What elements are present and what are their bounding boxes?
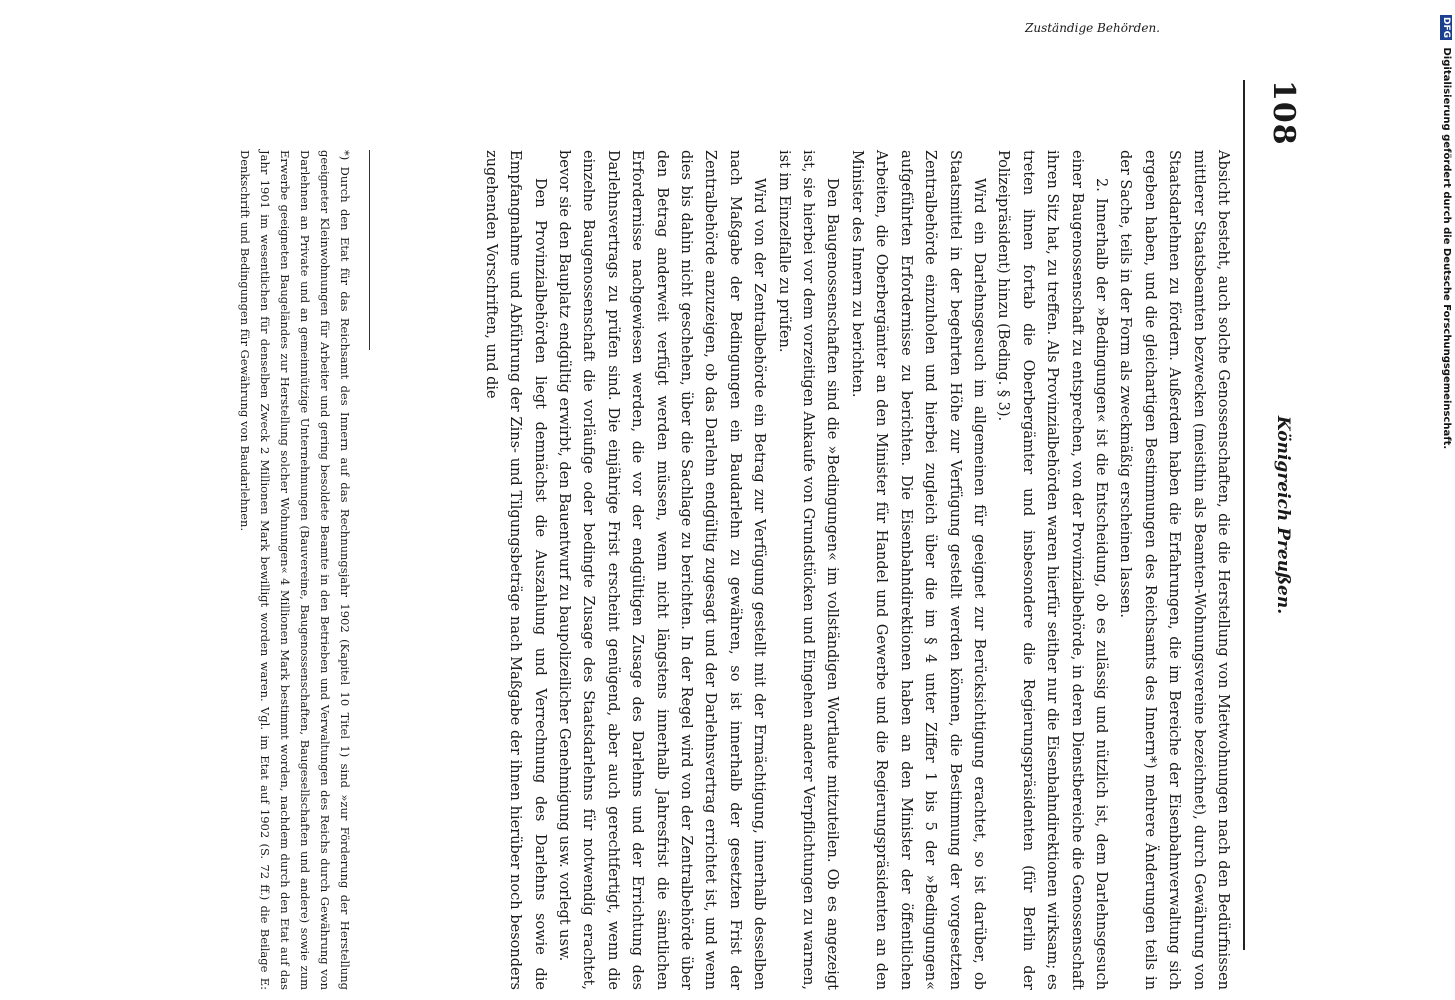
page-number: 108 bbox=[1266, 80, 1301, 146]
paragraph: Wird ein Darlehnsgesuch im allgemeinen für geeignet zur Berücksichtigung erachtet, so ist darüber, ob Staatsmittel in der begehrten Höhe zur Verfügung gestellt werden können, die Bestimmung der vorgesetzten Zentralbehörde einzuholen und hierbei zugleich über die im § 4 unter Ziffer 1 bis 5 der »Bedingungen« aufgeführten Erfordernisse zu berichten. Die Eisenbahndirektionen haben an den Minister der öffentlichen Arbeiten, die Oberbergämter an den Minister für Handel und Gewerbe und die Regierungspräsidenten an den Minister des Innern zu berichten. bbox=[848, 150, 987, 990]
body-text bbox=[478, 150, 1235, 990]
dfg-logo: DFG bbox=[1441, 17, 1451, 39]
running-title: Königreich Preußen. bbox=[1273, 415, 1293, 615]
footnote: *) Durch den Etat für das Reichsamt des Innern auf das Rechnungsjahr 1902 (Kapitel 10 Titel 1) sind »zur Förderung der Herstellung geeigneter Kleinwohnungen für Arbeiter und gering besoldete Beamte in den Betrieben und Verwaltungen des Reichs durch Gewährung von Darlehnen an Private und an gemeinnützige Unternehmungen (Bauvereine, Baugenossenschaften, Baugesellschaften und andere) sowie zum Erwerbe geeigneten Baugeländes zur Herstellung solcher Wohnungen« 4 Millionen Mark bestimmt worden, nachdem durch den Etat auf das Jahr 1901 im wesentlichen für denselben Zweck 2 Millionen Mark bewilligt worden waren. Vgl. im Etat auf 1902 (S. 72 ff.) die Beilage E: Denkschrift und Bedingungen für Gewährung von Baudarlehnen. bbox=[238, 150, 352, 990]
paragraph: Wird von der Zentralbehörde ein Betrag zur Verfügung gestellt mit der Ermächtigung, innerhalb desselben nach Maßgabe der Bedingungen ein Baudarlehn zu gewähren, so ist innerhalb der gesetzten Frist der Zentralbehörde anzuzeigen, ob das Darlehn endgültig zugesagt und der Darlehnsvertrag errichtet ist, und wenn dies bis dahin nicht geschehen, über die Sachlage zu berichten. In der Regel wird von der Zentralbehörde über den Betrag anderweit verfügt werden müssen, wenn nicht längstens innerhalb Jahresfrist die sämtlichen Erfordernisse nachgewiesen werden, die vor der endgültigen Zusage des Darlehns und der Errichtung des Darlehnsvertrags zu prüfen sind. Die einjährige Frist erscheint genügend, aber auch gerechtfertigt, wenn die einzelne Baugenossenschaft die vorläufige oder bedingte Zusage des Staatsdarlehns für notwendig erachtet, bevor sie den Bauplatz endgültig erwirbt, den Bauentwurf zu baupolizeilicher Genehmigung usw. vorlegt usw. bbox=[556, 150, 768, 990]
paragraph: Den Baugenossenschaften sind die »Bedingungen« im vollständigen Wortlaute mitzuteilen. Ob es angezeigt ist, sie hierbei vor dem vorzeitigen Ankaufe von Grundstücken und Eingehen anderer Verpflichtungen zu warnen, ist im Einzelfalle zu prüfen. bbox=[775, 150, 841, 990]
margin-note: Zuständige Behörden. bbox=[1025, 21, 1160, 35]
paragraph: 2. Innerhalb der »Bedingungen« ist die Entscheidung, ob es zulässig und nützlich ist, dem Darlehnsgesuch einer Baugenossenschaft zu entsprechen, von der Provinzialbehörde, in deren Dienstbereiche die Genossenschaft ihren Sitz hat, zu treffen. Als Provinzialbehörden waren hierfür seither nur die Eisenbahndirektionen wirksam; es treten ihnen fortab die Oberbergämter und insbesondere die Regierungspräsidenten (für Berlin der Polizeipräsident) hinzu (Beding. § 3). bbox=[995, 150, 1109, 990]
footnote-divider bbox=[369, 150, 370, 350]
paragraph: Den Provinzialbehörden liegt demnächst die Auszahlung und Verrechnung des Darlehns sowie die Empfangnahme und Abführung der Zins- und Tilgungsbeträge nach Maßgabe der ihnen hierüber noch besonders zugehenden Vorschriften, und die bbox=[482, 150, 548, 990]
page-header bbox=[1243, 80, 1305, 950]
credit-text: Digitalisierung gefördert durch die Deutsche Forschungsgemeinschaft. bbox=[1441, 47, 1452, 450]
digitization-credit bbox=[1438, 15, 1452, 455]
document-page bbox=[0, 21, 1355, 990]
paragraph: Absicht besteht, auch solche Genossenschaften, die die Herstellung von Mietwohnungen nach den Bedürfnissen mittlerer Staatsbeamten bezwecken (meisthin als Beamten-Wohnungsvereine bezeichnet), durch Gewährung von Staatsdarlehnen zu fördern. Außerdem haben die Erfahrungen, die im Bereiche der Eisenbahnverwaltung sich ergeben haben, und die gleichartigen Bestimmungen des Reichsamts des Innern*) mehrere Änderungen teils in der Sache, teils in der Form als zweckmäßig erscheinen lassen. bbox=[1117, 150, 1231, 990]
